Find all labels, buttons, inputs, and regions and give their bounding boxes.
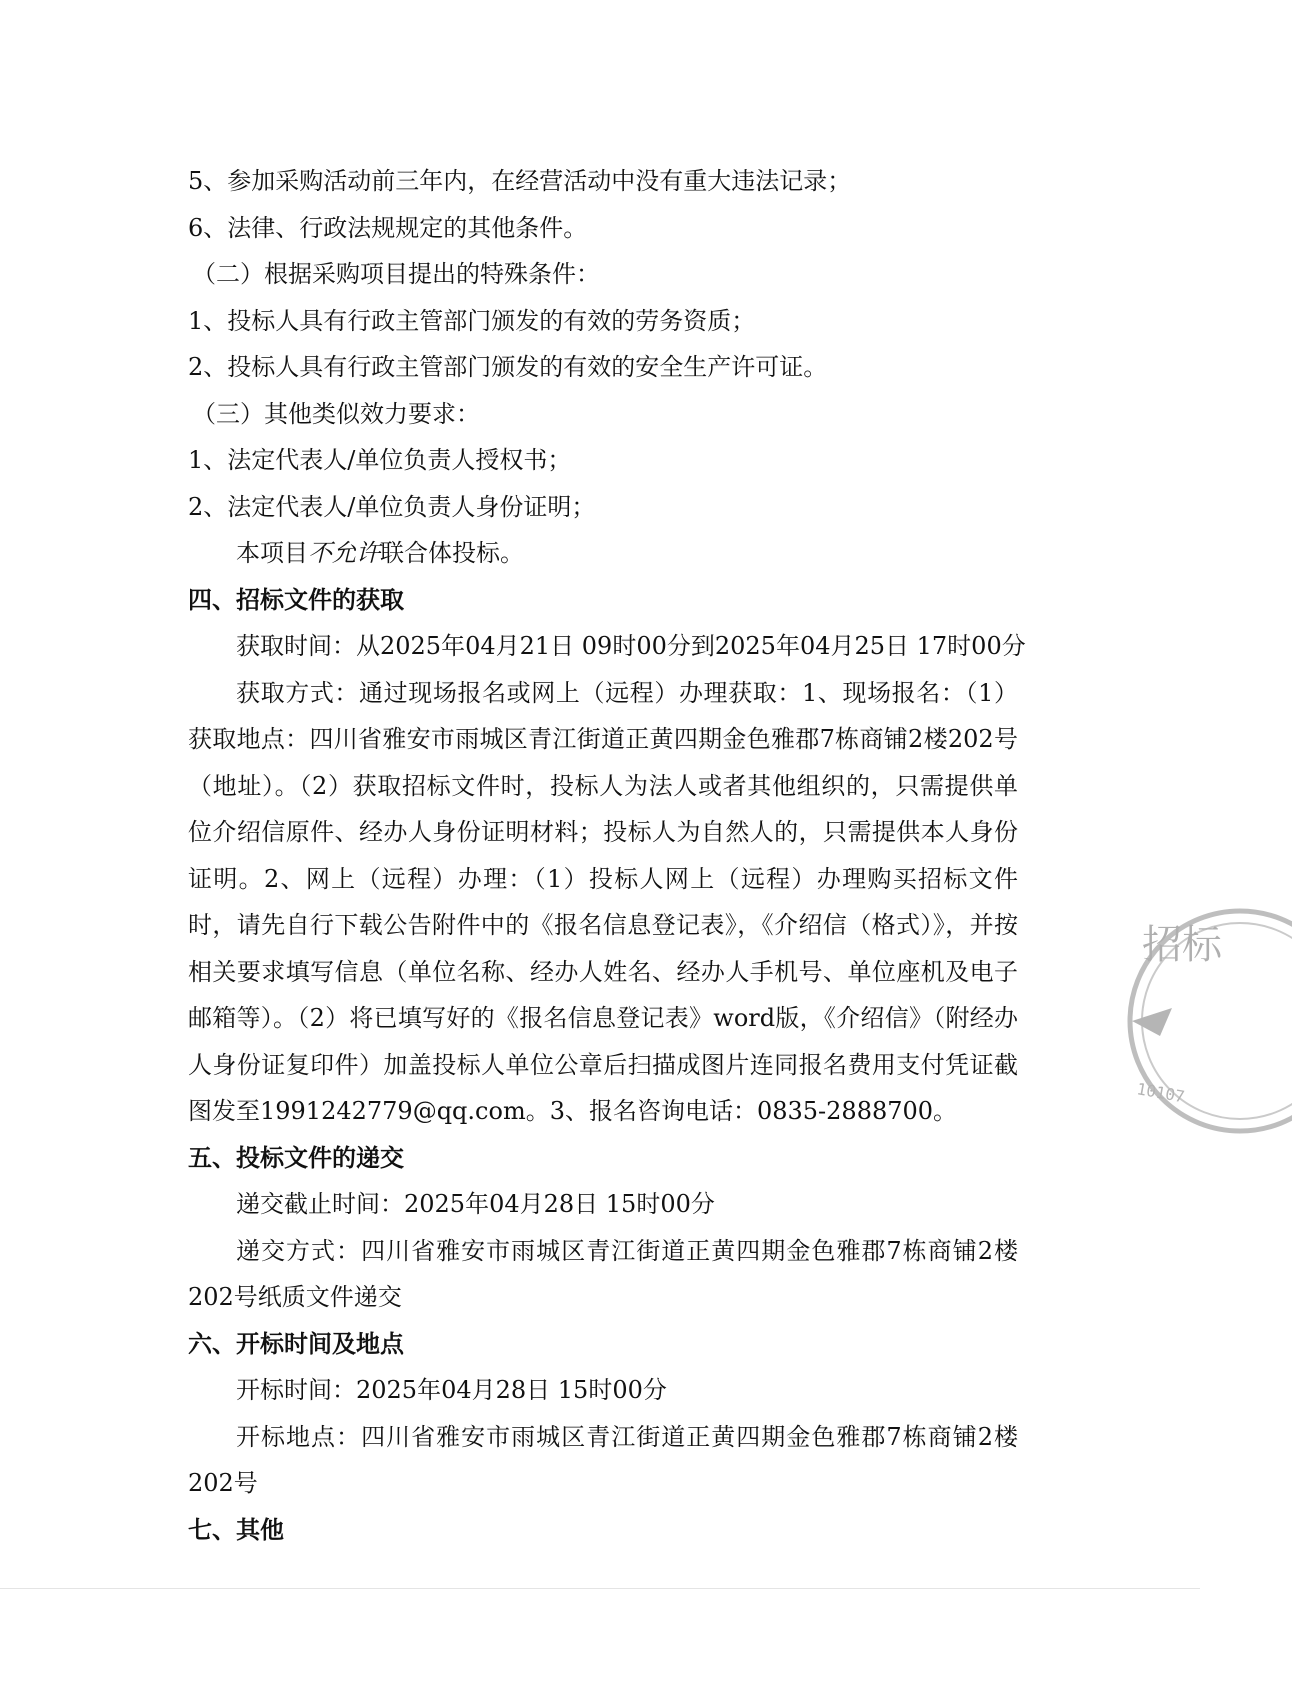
condition-6: 6、法律、行政法规规定的其他条件。	[188, 213, 588, 242]
consortium-statement	[188, 530, 1018, 577]
submission-method: 递交方式：四川省雅安市雨城区青江街道正黄四期金色雅郡7栋商铺2楼202号纸质文件递交	[188, 1236, 1018, 1311]
other-requirements-title: （三）其他类似效力要求：	[192, 399, 480, 428]
opening-place: 开标地点：四川省雅安市雨城区青江街道正黄四期金色雅郡7栋商铺2楼202号	[188, 1422, 1018, 1497]
special-conditions-title: （二）根据采购项目提出的特殊条件：	[192, 260, 600, 288]
section-6-heading: 六、开标时间及地点	[188, 1329, 404, 1358]
consortium-pre: 本项目	[236, 539, 308, 567]
condition-5: 5、参加采购活动前三年内，在经营活动中没有重大违法记录；	[188, 167, 852, 195]
consortium-not-allowed: 不允许	[308, 539, 380, 567]
stamp-characters: 招标	[1142, 922, 1222, 968]
other-requirement-1: 1、法定代表人/单位负责人授权书；	[188, 446, 572, 474]
consortium-post: 联合体投标。	[380, 539, 524, 567]
special-condition-2: 2、投标人具有行政主管部门颁发的有效的安全生产许可证。	[188, 353, 828, 381]
page-bottom-rule	[0, 1588, 1200, 1589]
section-7-heading: 七、其他	[188, 1515, 284, 1544]
submission-deadline: 递交截止时间：2025年04月28日 15时00分	[236, 1190, 715, 1218]
official-seal-stamp	[1122, 896, 1292, 1146]
stamp-number: 10107	[1135, 1079, 1187, 1107]
opening-time: 开标时间：2025年04月28日 15时00分	[236, 1376, 667, 1404]
section-5-heading: 五、投标文件的递交	[188, 1143, 404, 1172]
acquisition-time: 获取时间：从2025年04月21日 09时00分到2025年04月25日 17时00分	[236, 632, 1026, 660]
special-condition-1: 1、投标人具有行政主管部门颁发的有效的劳务资质；	[188, 306, 756, 335]
acquisition-method: 获取方式：通过现场报名或网上（远程）办理获取：1、现场报名：（1）获取地点：四川省雅安市雨城区青江街道正黄四期金色雅郡7栋商铺2楼202号（地址）。（2）获取招标文件时，投标人为法人或者其他组织的，只需提供单位介绍信原件、经办人身份证明材料；投标人为自然人的，只需提供本人身份证明。2、网上（远程）办理：（1）投标人网上（远程）办理购买招标文件时，请先自行下载公告附件中的《报名信息登记表》，《介绍信（格式）》，并按相关要求填写信息（单位名称、经办人姓名、经办人手机号、单位座机及电子邮箱等）。（2）将已填写好的《报名信息登记表》word版，《介绍信》（附经办人身份证复印件）加盖投标人单位公章后扫描成图片连同报名费用支付凭证截图发至1991242779@qq.com。3、报名咨询电话：0835-2888700。	[188, 678, 1018, 1125]
section-4-heading: 四、招标文件的获取	[188, 585, 404, 614]
other-requirement-2: 2、法定代表人/单位负责人身份证明；	[188, 492, 596, 521]
document-body	[188, 158, 1026, 1553]
